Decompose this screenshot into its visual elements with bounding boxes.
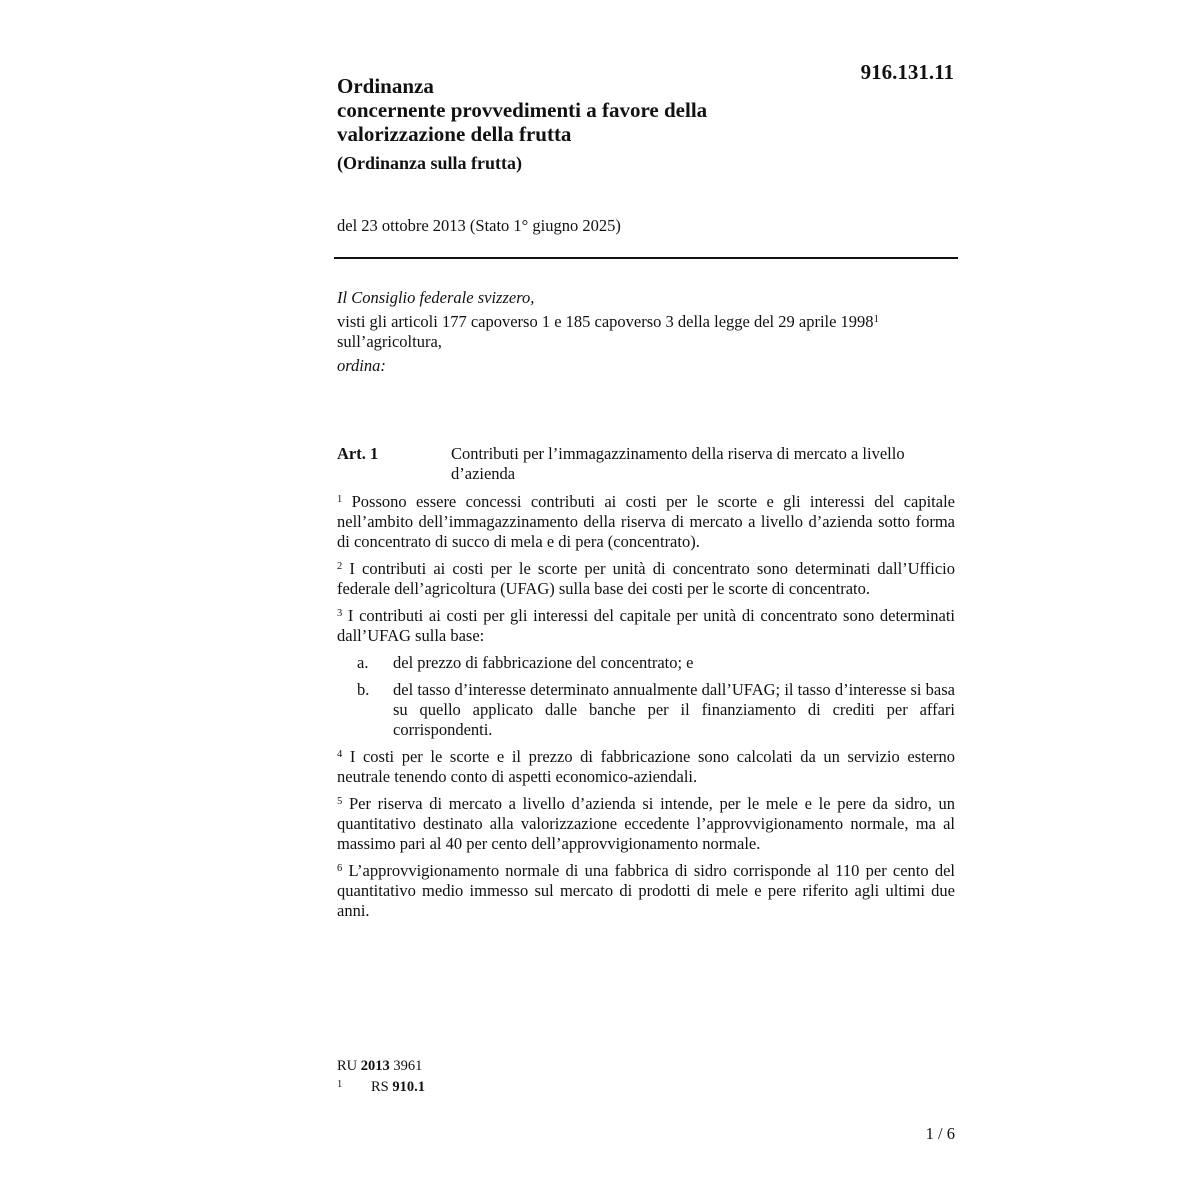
sr-number: 916.131.11 <box>860 60 954 84</box>
list-item-text: del tasso d’interesse determinato annualmente dall’UFAG; il tasso d’interesse si basa su quello applicato dalle banche per il finanziamento di crediti per affari corrispondenti. <box>393 680 955 739</box>
ru-page: 3961 <box>393 1058 423 1074</box>
title-line-3: valorizzazione della frutta <box>337 122 572 146</box>
header-divider <box>334 257 958 259</box>
authority: Il Consiglio federale svizzero, <box>337 288 535 307</box>
footnote-1 <box>337 1079 425 1096</box>
preamble <box>337 288 957 380</box>
footnote-prefix: RS <box>371 1079 389 1095</box>
ru-prefix: RU <box>337 1058 358 1074</box>
paragraph-number: 6 <box>337 863 343 874</box>
paragraph-number: 2 <box>337 561 343 572</box>
legal-basis-text: visti gli articoli 177 capoverso 1 e 185 capoverso 3 della legge del 29 aprile 1998 <box>337 312 874 331</box>
footnote-number: 1 <box>337 1079 343 1090</box>
paragraph-5 <box>337 794 955 854</box>
legal-basis <box>337 312 957 352</box>
title-line-1: Ordinanza <box>337 74 434 98</box>
title-line-2: concernente provvedimenti a favore della <box>337 98 708 122</box>
paragraph-1 <box>337 492 955 552</box>
paragraph-text: I contributi ai costi per gli interessi del capitale per unità di concentrato sono determinati dall’UFAG sulla base: <box>337 606 956 645</box>
official-compilation-ref <box>337 1058 422 1075</box>
paragraph-text: I costi per le scorte e il prezzo di fabbricazione sono calcolati da un servizio esterno neutrale tenendo conto di aspetti economico-aziendali. <box>337 747 955 786</box>
paragraph-number: 3 <box>337 608 343 619</box>
article-heading <box>337 444 955 484</box>
footnote-text <box>371 1079 425 1096</box>
paragraph-text: L’approvvigionamento normale di una fabbrica di sidro corrisponde al 110 per cento del quantitativo medio immesso sul mercato di prodotti di mele e pere riferito agli ultimi due anni. <box>337 861 955 920</box>
ru-year: 2013 <box>360 1058 390 1074</box>
paragraph-text: I contributi ai costi per le scorte per unità di concentrato sono determinati dall’Ufficio federale dell’agricoltura (UFAG) sulla base dei costi per le scorte di concentrato. <box>337 559 955 598</box>
paragraph-3 <box>337 606 955 646</box>
list-item-label: b. <box>357 680 370 699</box>
document-title <box>337 74 817 174</box>
date-line: del 23 ottobre 2013 (Stato 1° giugno 2025) <box>337 216 621 235</box>
paragraph-6 <box>337 861 955 921</box>
paragraph-number: 4 <box>337 749 343 760</box>
short-title: (Ordinanza sulla frutta) <box>337 153 523 173</box>
list-item-b <box>337 680 955 740</box>
list-item-a <box>337 653 955 673</box>
article-1 <box>337 444 955 928</box>
paragraph-4 <box>337 747 955 787</box>
list-item-label: a. <box>357 653 369 672</box>
paragraph-text: Possono essere concessi contributi ai costi per le scorte e gli interessi del capitale nell’ambito dell’immagazzinamento della riserva di mercato a livello d’azienda sotto forma di concentrato di succo di mela e di pera (concentrato). <box>337 492 955 551</box>
footnote-ref[interactable]: 1 <box>873 314 879 325</box>
footnote-sr-ref[interactable]: 910.1 <box>392 1079 425 1095</box>
article-number: Art. 1 <box>337 444 379 463</box>
page-number: 1 / 6 <box>925 1124 955 1143</box>
paragraph-number: 1 <box>337 494 343 505</box>
paragraph-text: Per riserva di mercato a livello d’azienda si intende, per le mele e le pere da sidro, un quantitativo destinato alla valorizzazione eccedente l’approvvigionamento normale, ma al massimo pari al 40 per cento dell’approvvigionamento normale. <box>337 794 955 853</box>
decree: ordina: <box>337 356 386 375</box>
paragraph-2 <box>337 559 955 599</box>
list-item-text: del prezzo di fabbricazione del concentrato; e <box>393 653 694 672</box>
article-title: Contributi per l’immagazzinamento della riserva di mercato a livello d’azienda <box>451 444 905 483</box>
legal-basis-text-end: sull’agricoltura, <box>337 332 442 351</box>
paragraph-number: 5 <box>337 796 343 807</box>
